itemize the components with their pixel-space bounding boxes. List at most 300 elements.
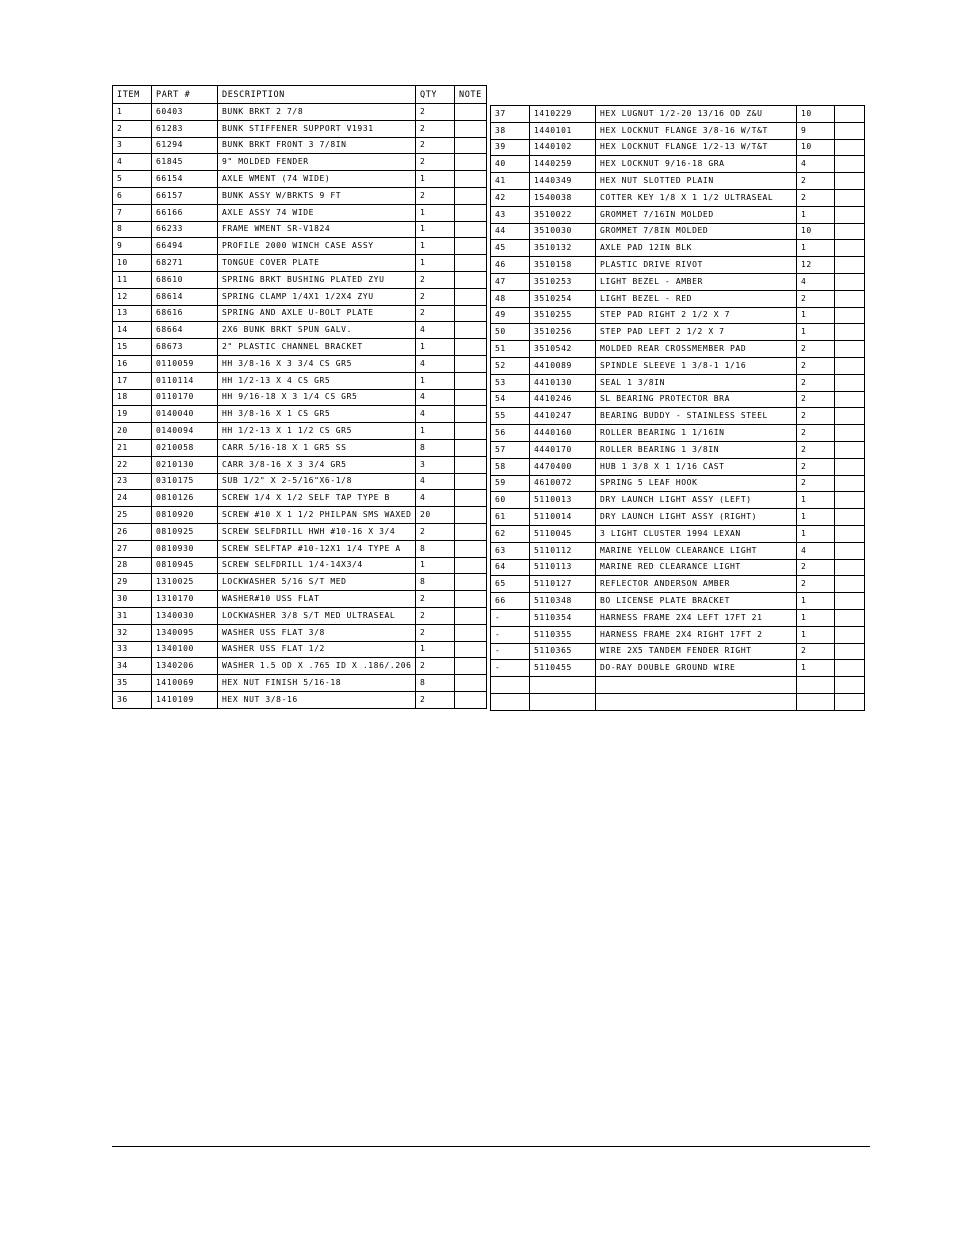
description-cell: DRY LAUNCH LIGHT ASSY (RIGHT): [596, 509, 797, 526]
note-cell: [835, 408, 865, 425]
item-cell: 7: [113, 204, 152, 221]
table-row: [113, 271, 487, 288]
part-number-cell: 0140040: [152, 406, 218, 423]
note-cell: [835, 189, 865, 206]
qty-cell: 2: [797, 576, 835, 593]
item-cell: 50: [491, 324, 530, 341]
item-cell: 33: [113, 641, 152, 658]
description-cell: 2" PLASTIC CHANNEL BRACKET: [218, 339, 416, 356]
description-cell: 9" MOLDED FENDER: [218, 154, 416, 171]
part-number-cell: 0810930: [152, 540, 218, 557]
item-cell: 52: [491, 357, 530, 374]
note-cell: [835, 593, 865, 610]
note-cell: [455, 456, 487, 473]
item-cell: 55: [491, 408, 530, 425]
table-row: [491, 324, 865, 341]
parts-list-table-right: [490, 105, 865, 711]
description-cell: WIRE 2X5 TANDEM FENDER RIGHT: [596, 643, 797, 660]
table-row: [113, 255, 487, 272]
description-cell: HH 3/8-16 X 3 3/4 CS GR5: [218, 355, 416, 372]
qty-cell: 4: [797, 273, 835, 290]
description-cell: STEP PAD LEFT 2 1/2 X 7: [596, 324, 797, 341]
item-cell: 63: [491, 542, 530, 559]
table-header-row: [113, 86, 487, 104]
item-cell: 42: [491, 189, 530, 206]
description-cell: MOLDED REAR CROSSMEMBER PAD: [596, 341, 797, 358]
part-number-cell: 3510255: [530, 307, 596, 324]
note-cell: [835, 475, 865, 492]
part-number-cell: 68271: [152, 255, 218, 272]
table-row: [491, 626, 865, 643]
table-row: [113, 221, 487, 238]
note-cell: [835, 357, 865, 374]
qty-cell: 1: [797, 525, 835, 542]
item-cell: 57: [491, 441, 530, 458]
part-number-cell: 68616: [152, 305, 218, 322]
item-cell: 22: [113, 456, 152, 473]
table-row: [491, 593, 865, 610]
description-cell: 2X6 BUNK BRKT SPUN GALV.: [218, 322, 416, 339]
qty-cell: [797, 677, 835, 694]
qty-cell: 2: [797, 290, 835, 307]
qty-cell: 8: [416, 439, 455, 456]
description-cell: ROLLER BEARING 1 1/16IN: [596, 425, 797, 442]
part-number-cell: 0810126: [152, 490, 218, 507]
qty-cell: 2: [797, 425, 835, 442]
description-cell: DRY LAUNCH LIGHT ASSY (LEFT): [596, 492, 797, 509]
table-row: [491, 257, 865, 274]
note-cell: [455, 675, 487, 692]
part-number-cell: 5110013: [530, 492, 596, 509]
note-cell: [835, 525, 865, 542]
item-cell: 59: [491, 475, 530, 492]
table-row: [113, 305, 487, 322]
item-cell: 66: [491, 593, 530, 610]
table-row: [491, 441, 865, 458]
table-row: [113, 490, 487, 507]
part-number-cell: 0140094: [152, 423, 218, 440]
note-cell: [455, 187, 487, 204]
description-cell: FRAME WMENT SR-V1824: [218, 221, 416, 238]
parts-list-table-left: [112, 85, 487, 709]
table-row: [491, 693, 865, 710]
note-cell: [455, 322, 487, 339]
table-row: [491, 677, 865, 694]
qty-cell: 10: [797, 223, 835, 240]
description-cell: WASHER#10 USS FLAT: [218, 591, 416, 608]
description-cell: CARR 5/16-18 X 1 GR5 SS: [218, 439, 416, 456]
qty-cell: 1: [797, 240, 835, 257]
table-row: [491, 509, 865, 526]
description-cell: SPRING AND AXLE U-BOLT PLATE: [218, 305, 416, 322]
table-row: [491, 391, 865, 408]
item-cell: 16: [113, 355, 152, 372]
table-row: [491, 576, 865, 593]
qty-cell: 2: [797, 374, 835, 391]
description-cell: SCREW #10 X 1 1/2 PHILPAN SMS WAXED: [218, 507, 416, 524]
table-row: [491, 206, 865, 223]
header-qty: QTY: [416, 86, 455, 104]
item-cell: -: [491, 660, 530, 677]
note-cell: [455, 171, 487, 188]
table-row: [491, 492, 865, 509]
note-cell: [455, 305, 487, 322]
qty-cell: 1: [416, 557, 455, 574]
note-cell: [835, 374, 865, 391]
description-cell: AXLE WMENT (74 WIDE): [218, 171, 416, 188]
item-cell: 14: [113, 322, 152, 339]
qty-cell: 4: [416, 355, 455, 372]
description-cell: SPRING CLAMP 1/4X1 1/2X4 ZYU: [218, 288, 416, 305]
item-cell: 30: [113, 591, 152, 608]
table-row: [491, 223, 865, 240]
item-cell: 62: [491, 525, 530, 542]
header-note: NOTE: [455, 86, 487, 104]
part-number-cell: 3510254: [530, 290, 596, 307]
part-number-cell: [530, 677, 596, 694]
part-number-cell: 3510542: [530, 341, 596, 358]
note-cell: [835, 391, 865, 408]
part-number-cell: 61845: [152, 154, 218, 171]
header-item: ITEM: [113, 86, 152, 104]
qty-cell: [797, 693, 835, 710]
qty-cell: 2: [416, 591, 455, 608]
description-cell: MARINE RED CLEARANCE LIGHT: [596, 559, 797, 576]
description-cell: SEAL 1 3/8IN: [596, 374, 797, 391]
header-description: DESCRIPTION: [218, 86, 416, 104]
qty-cell: 8: [416, 574, 455, 591]
note-cell: [835, 273, 865, 290]
description-cell: SL BEARING PROTECTOR BRA: [596, 391, 797, 408]
part-number-cell: [530, 693, 596, 710]
item-cell: 1: [113, 104, 152, 121]
table-row: [491, 307, 865, 324]
note-cell: [835, 660, 865, 677]
qty-cell: 2: [797, 173, 835, 190]
table-row: [113, 322, 487, 339]
item-cell: 4: [113, 154, 152, 171]
description-cell: BO LICENSE PLATE BRACKET: [596, 593, 797, 610]
item-cell: 23: [113, 473, 152, 490]
item-cell: 26: [113, 523, 152, 540]
part-number-cell: 66154: [152, 171, 218, 188]
description-cell: LOCKWASHER 5/16 S/T MED: [218, 574, 416, 591]
note-cell: [455, 389, 487, 406]
item-cell: 3: [113, 137, 152, 154]
part-number-cell: 5110365: [530, 643, 596, 660]
note-cell: [835, 643, 865, 660]
table-row: [113, 204, 487, 221]
qty-cell: 2: [797, 475, 835, 492]
table-row: [113, 187, 487, 204]
item-cell: 24: [113, 490, 152, 507]
note-cell: [455, 255, 487, 272]
item-cell: 20: [113, 423, 152, 440]
item-cell: 43: [491, 206, 530, 223]
qty-cell: 1: [416, 171, 455, 188]
table-row: [491, 357, 865, 374]
description-cell: STEP PAD RIGHT 2 1/2 X 7: [596, 307, 797, 324]
table-row: [491, 660, 865, 677]
description-cell: [596, 677, 797, 694]
description-cell: LIGHT BEZEL - AMBER: [596, 273, 797, 290]
item-cell: 25: [113, 507, 152, 524]
description-cell: HH 9/16-18 X 3 1/4 CS GR5: [218, 389, 416, 406]
description-cell: HEX LOCKNUT 9/16-18 GRA: [596, 156, 797, 173]
part-number-cell: 0110170: [152, 389, 218, 406]
part-number-cell: 66494: [152, 238, 218, 255]
item-cell: 47: [491, 273, 530, 290]
note-cell: [835, 626, 865, 643]
table-row: [491, 240, 865, 257]
description-cell: SCREW SELFTAP #10-12X1 1/4 TYPE A: [218, 540, 416, 557]
description-cell: TONGUE COVER PLATE: [218, 255, 416, 272]
table-row: [113, 591, 487, 608]
note-cell: [835, 257, 865, 274]
description-cell: WASHER USS FLAT 1/2: [218, 641, 416, 658]
table-row: [113, 288, 487, 305]
part-number-cell: 3510256: [530, 324, 596, 341]
description-cell: BEARING BUDDY - STAINLESS STEEL: [596, 408, 797, 425]
description-cell: AXLE ASSY 74 WIDE: [218, 204, 416, 221]
part-number-cell: 3510022: [530, 206, 596, 223]
note-cell: [835, 542, 865, 559]
note-cell: [455, 624, 487, 641]
item-cell: 35: [113, 675, 152, 692]
description-cell: BUNK BRKT 2 7/8: [218, 104, 416, 121]
part-number-cell: 4410246: [530, 391, 596, 408]
description-cell: PLASTIC DRIVE RIVOT: [596, 257, 797, 274]
qty-cell: 20: [416, 507, 455, 524]
part-number-cell: 68673: [152, 339, 218, 356]
description-cell: HARNESS FRAME 2X4 LEFT 17FT 21: [596, 609, 797, 626]
part-number-cell: 61294: [152, 137, 218, 154]
description-cell: HARNESS FRAME 2X4 RIGHT 17FT 2: [596, 626, 797, 643]
part-number-cell: 1310170: [152, 591, 218, 608]
note-cell: [455, 591, 487, 608]
item-cell: 27: [113, 540, 152, 557]
item-cell: 34: [113, 658, 152, 675]
part-number-cell: 4410130: [530, 374, 596, 391]
description-cell: GROMMET 7/8IN MOLDED: [596, 223, 797, 240]
note-cell: [835, 307, 865, 324]
part-number-cell: 3510253: [530, 273, 596, 290]
qty-cell: 1: [416, 238, 455, 255]
note-cell: [835, 576, 865, 593]
note-cell: [835, 290, 865, 307]
part-number-cell: 0310175: [152, 473, 218, 490]
qty-cell: 2: [797, 458, 835, 475]
table-row: [113, 574, 487, 591]
qty-cell: 2: [797, 441, 835, 458]
qty-cell: 4: [416, 406, 455, 423]
table-row: [113, 439, 487, 456]
footer-rule: [112, 1146, 870, 1147]
item-cell: 9: [113, 238, 152, 255]
note-cell: [835, 122, 865, 139]
qty-cell: 4: [416, 322, 455, 339]
description-cell: HEX LUGNUT 1/2-20 13/16 OD Z&U: [596, 106, 797, 123]
table-row: [113, 675, 487, 692]
table-row: [113, 658, 487, 675]
note-cell: [455, 490, 487, 507]
table-row: [113, 355, 487, 372]
qty-cell: 4: [416, 473, 455, 490]
description-cell: CARR 3/8-16 X 3 3/4 GR5: [218, 456, 416, 473]
qty-cell: 2: [797, 341, 835, 358]
part-number-cell: 1410069: [152, 675, 218, 692]
item-cell: 54: [491, 391, 530, 408]
note-cell: [455, 507, 487, 524]
note-cell: [455, 523, 487, 540]
item-cell: 6: [113, 187, 152, 204]
table-row: [113, 540, 487, 557]
note-cell: [455, 221, 487, 238]
part-number-cell: 1340030: [152, 607, 218, 624]
table-row: [113, 423, 487, 440]
item-cell: 15: [113, 339, 152, 356]
description-cell: REFLECTOR ANDERSON AMBER: [596, 576, 797, 593]
description-cell: ROLLER BEARING 1 3/8IN: [596, 441, 797, 458]
qty-cell: 4: [416, 389, 455, 406]
qty-cell: 1: [797, 593, 835, 610]
note-cell: [455, 439, 487, 456]
description-cell: [596, 693, 797, 710]
part-number-cell: 0110059: [152, 355, 218, 372]
part-number-cell: 1410109: [152, 691, 218, 708]
item-cell: 41: [491, 173, 530, 190]
table-row: [491, 290, 865, 307]
qty-cell: 2: [416, 305, 455, 322]
description-cell: HH 1/2-13 X 4 CS GR5: [218, 372, 416, 389]
note-cell: [455, 540, 487, 557]
description-cell: HEX NUT 3/8-16: [218, 691, 416, 708]
note-cell: [455, 607, 487, 624]
note-cell: [455, 355, 487, 372]
part-number-cell: 1440102: [530, 139, 596, 156]
part-number-cell: 0810925: [152, 523, 218, 540]
qty-cell: 2: [416, 137, 455, 154]
part-number-cell: 5110354: [530, 609, 596, 626]
table-row: [491, 156, 865, 173]
part-number-cell: 5110014: [530, 509, 596, 526]
part-number-cell: 4610072: [530, 475, 596, 492]
qty-cell: 2: [797, 643, 835, 660]
part-number-cell: 1340100: [152, 641, 218, 658]
qty-cell: 3: [416, 456, 455, 473]
item-cell: 58: [491, 458, 530, 475]
qty-cell: 1: [797, 660, 835, 677]
qty-cell: 2: [416, 271, 455, 288]
item-cell: 45: [491, 240, 530, 257]
item-cell: -: [491, 626, 530, 643]
description-cell: WASHER 1.5 OD X .765 ID X .186/.206: [218, 658, 416, 675]
description-cell: HUB 1 3/8 X 1 1/16 CAST: [596, 458, 797, 475]
part-number-cell: 1310025: [152, 574, 218, 591]
item-cell: 18: [113, 389, 152, 406]
item-cell: 19: [113, 406, 152, 423]
part-number-cell: 1440101: [530, 122, 596, 139]
table-row: [113, 171, 487, 188]
note-cell: [455, 339, 487, 356]
part-number-cell: 60403: [152, 104, 218, 121]
note-cell: [455, 204, 487, 221]
description-cell: SCREW SELFDRILL HWH #10-16 X 3/4: [218, 523, 416, 540]
note-cell: [455, 271, 487, 288]
item-cell: [491, 693, 530, 710]
item-cell: 5: [113, 171, 152, 188]
qty-cell: 4: [797, 542, 835, 559]
table-row: [113, 607, 487, 624]
part-number-cell: 68664: [152, 322, 218, 339]
note-cell: [455, 473, 487, 490]
item-cell: 61: [491, 509, 530, 526]
item-cell: -: [491, 643, 530, 660]
qty-cell: 1: [416, 339, 455, 356]
table-row: [113, 104, 487, 121]
description-cell: HH 1/2-13 X 1 1/2 CS GR5: [218, 423, 416, 440]
part-number-cell: 0210058: [152, 439, 218, 456]
note-cell: [455, 423, 487, 440]
qty-cell: 9: [797, 122, 835, 139]
item-cell: 12: [113, 288, 152, 305]
description-cell: SCREW SELFDRILL 1/4-14X3/4: [218, 557, 416, 574]
note-cell: [455, 154, 487, 171]
note-cell: [835, 609, 865, 626]
table-row: [491, 475, 865, 492]
description-cell: HH 3/8-16 X 1 CS GR5: [218, 406, 416, 423]
table-row: [113, 456, 487, 473]
description-cell: HEX NUT FINISH 5/16-18: [218, 675, 416, 692]
qty-cell: 2: [416, 691, 455, 708]
qty-cell: 4: [797, 156, 835, 173]
item-cell: 2: [113, 120, 152, 137]
qty-cell: 1: [797, 492, 835, 509]
table-row: [113, 557, 487, 574]
part-number-cell: 1440259: [530, 156, 596, 173]
note-cell: [455, 372, 487, 389]
note-cell: [835, 139, 865, 156]
note-cell: [455, 691, 487, 708]
note-cell: [835, 173, 865, 190]
note-cell: [455, 557, 487, 574]
table-row: [491, 458, 865, 475]
qty-cell: 1: [416, 423, 455, 440]
qty-cell: 1: [797, 307, 835, 324]
part-number-cell: 3510030: [530, 223, 596, 240]
table-row: [113, 523, 487, 540]
part-number-cell: 0110114: [152, 372, 218, 389]
description-cell: SPRING BRKT BUSHING PLATED ZYU: [218, 271, 416, 288]
item-cell: 53: [491, 374, 530, 391]
description-cell: SPRING 5 LEAF HOOK: [596, 475, 797, 492]
part-number-cell: 0810945: [152, 557, 218, 574]
item-cell: 10: [113, 255, 152, 272]
table-row: [491, 425, 865, 442]
part-number-cell: 1540038: [530, 189, 596, 206]
table-row: [113, 137, 487, 154]
item-cell: 40: [491, 156, 530, 173]
item-cell: 11: [113, 271, 152, 288]
item-cell: 37: [491, 106, 530, 123]
part-number-cell: 4440170: [530, 441, 596, 458]
note-cell: [835, 492, 865, 509]
note-cell: [455, 574, 487, 591]
note-cell: [835, 240, 865, 257]
item-cell: 21: [113, 439, 152, 456]
table-row: [491, 374, 865, 391]
note-cell: [835, 223, 865, 240]
